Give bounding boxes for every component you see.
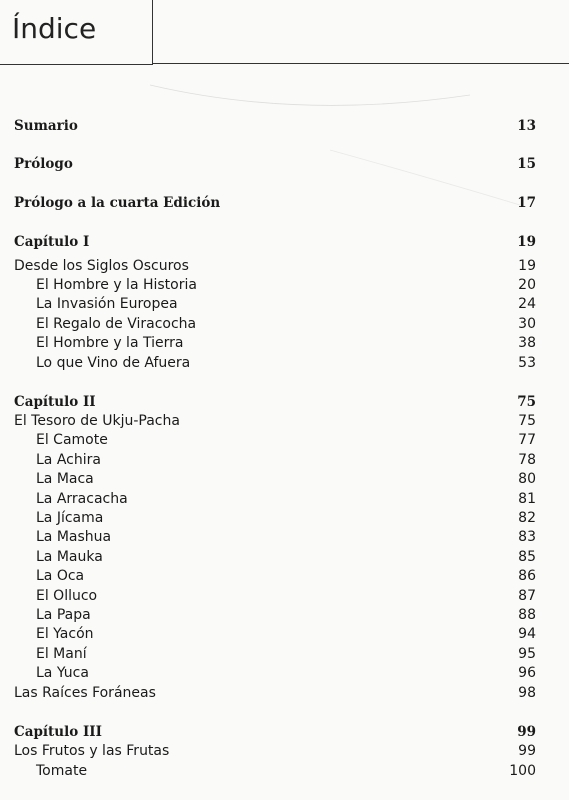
toc-entry-row bbox=[0, 256, 569, 276]
toc-heading-row bbox=[0, 392, 569, 412]
header-rule bbox=[152, 63, 569, 64]
toc-heading-row bbox=[0, 154, 569, 174]
toc-page-number: 83 bbox=[518, 529, 536, 545]
toc-page-number: 78 bbox=[518, 452, 536, 468]
toc-entry-label: Tomate bbox=[36, 763, 88, 779]
toc-entry-row bbox=[0, 469, 569, 489]
toc-page-number: 20 bbox=[518, 277, 536, 293]
toc-page-number: 17 bbox=[517, 195, 536, 211]
toc-entry-row bbox=[0, 527, 569, 547]
toc-page-number: 98 bbox=[518, 685, 536, 701]
toc-page-number: 19 bbox=[517, 234, 536, 250]
toc-page-number: 15 bbox=[517, 156, 536, 172]
toc-page-number: 100 bbox=[509, 763, 536, 779]
toc-entry-label: El Hombre y la Tierra bbox=[36, 335, 184, 351]
toc-entry-label: Capítulo I bbox=[14, 234, 90, 250]
toc-entry-label: El Hombre y la Historia bbox=[36, 277, 197, 293]
toc-entry-row bbox=[0, 605, 569, 625]
toc-entry-label: La Mashua bbox=[36, 529, 112, 545]
toc-page-number: 75 bbox=[517, 394, 536, 410]
page-title: Índice bbox=[12, 12, 97, 45]
toc-page-number: 88 bbox=[518, 607, 536, 623]
toc-entry-row bbox=[0, 314, 569, 334]
toc-page-number: 81 bbox=[518, 491, 536, 507]
toc-entry-row bbox=[0, 430, 569, 450]
toc-entry-label: Sumario bbox=[14, 118, 78, 134]
toc-entry-label: Capítulo III bbox=[14, 724, 102, 740]
toc-entry-row bbox=[0, 450, 569, 470]
toc-entry-label: El Olluco bbox=[36, 588, 98, 604]
toc-page-number: 96 bbox=[518, 665, 536, 681]
toc-entry-label: Lo que Vino de Afuera bbox=[36, 355, 191, 371]
toc-entry-label: Desde los Siglos Oscuros bbox=[14, 258, 189, 274]
toc-page-number: 85 bbox=[518, 549, 536, 565]
toc-entry-row bbox=[0, 566, 569, 586]
toc-entry-label: Prólogo bbox=[14, 156, 73, 172]
toc-entry-label: El Tesoro de Ukju-Pacha bbox=[14, 413, 180, 429]
toc-page-number: 38 bbox=[518, 335, 536, 351]
toc-entry-label: El Maní bbox=[36, 646, 87, 662]
toc-entry-label: La Arracacha bbox=[36, 491, 128, 507]
toc-page-number: 80 bbox=[518, 471, 536, 487]
toc-entry-label: El Yacón bbox=[36, 626, 94, 642]
toc-entry-label: Prólogo a la cuarta Edición bbox=[14, 195, 221, 211]
toc-page-number: 99 bbox=[518, 743, 536, 759]
toc-entry-row bbox=[0, 624, 569, 644]
title-box bbox=[0, 0, 153, 65]
toc-entry-row bbox=[0, 353, 569, 373]
toc-page-number: 82 bbox=[518, 510, 536, 526]
toc-heading-row bbox=[0, 232, 569, 252]
toc-entry-label: La Mauka bbox=[36, 549, 103, 565]
toc-page-number: 77 bbox=[518, 432, 536, 448]
toc-entry-row bbox=[0, 508, 569, 528]
toc-entry-label: El Regalo de Viracocha bbox=[36, 316, 197, 332]
toc-entry-row bbox=[0, 644, 569, 664]
toc-entry-label: La Yuca bbox=[36, 665, 89, 681]
toc-entry-label: La Oca bbox=[36, 568, 85, 584]
toc-entry-label: Los Frutos y las Frutas bbox=[14, 743, 170, 759]
toc-page-number: 30 bbox=[518, 316, 536, 332]
toc-entry-label: Las Raíces Foráneas bbox=[14, 685, 156, 701]
toc-page-number: 87 bbox=[518, 588, 536, 604]
toc-entry-label: La Achira bbox=[36, 452, 101, 468]
toc-entry-row bbox=[0, 761, 569, 781]
toc-entry-row bbox=[0, 333, 569, 353]
toc-entry-row bbox=[0, 489, 569, 509]
toc-page-number: 94 bbox=[518, 626, 536, 642]
toc-entry-row bbox=[0, 683, 569, 703]
toc-entry-row bbox=[0, 741, 569, 761]
toc-entry-label: La Papa bbox=[36, 607, 91, 623]
toc-entry-label: El Camote bbox=[36, 432, 108, 448]
toc-entry-label: La Jícama bbox=[36, 510, 104, 526]
toc-entry-row bbox=[0, 586, 569, 606]
toc-entry-label: Capítulo II bbox=[14, 394, 96, 410]
toc-page-number: 86 bbox=[518, 568, 536, 584]
toc-entry-row bbox=[0, 275, 569, 295]
toc-heading-row bbox=[0, 193, 569, 213]
toc-entry-row bbox=[0, 663, 569, 683]
toc-entry-row bbox=[0, 411, 569, 431]
toc-entry-row bbox=[0, 547, 569, 567]
toc-heading-row bbox=[0, 116, 569, 136]
toc-page-number: 99 bbox=[517, 724, 536, 740]
toc-entry-label: La Maca bbox=[36, 471, 94, 487]
toc-page-number: 13 bbox=[517, 118, 536, 134]
toc-entry-label: La Invasión Europea bbox=[36, 296, 178, 312]
toc-page-number: 95 bbox=[518, 646, 536, 662]
toc-entry-row bbox=[0, 294, 569, 314]
toc-heading-row bbox=[0, 722, 569, 742]
toc-page-number: 19 bbox=[518, 258, 536, 274]
toc-page-number: 75 bbox=[518, 413, 536, 429]
toc-page-number: 24 bbox=[518, 296, 536, 312]
toc-page-number: 53 bbox=[518, 355, 536, 371]
